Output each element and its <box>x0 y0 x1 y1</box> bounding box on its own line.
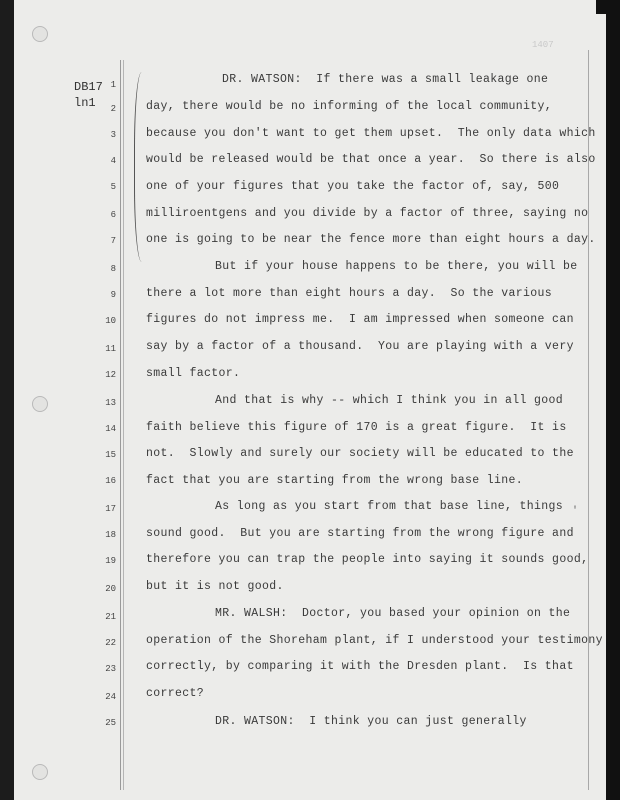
line-number: 9 <box>110 290 116 300</box>
line-number: 8 <box>110 264 116 274</box>
side-code: DB17 <box>74 80 103 94</box>
transcript-line: DR. WATSON: If there was a small leakage one <box>222 73 549 86</box>
line-number: 15 <box>105 450 116 460</box>
transcript-line: would be released would be that once a year. So there is also <box>146 153 596 166</box>
line-number: 21 <box>105 612 116 622</box>
transcript-line: small factor. <box>146 367 241 380</box>
line-number: 1 <box>110 80 116 90</box>
punch-hole-middle <box>32 396 48 412</box>
left-margin-rule-inner <box>123 60 124 790</box>
transcript-line: figures do not impress me. I am impressed when someone can <box>146 313 574 326</box>
transcript-line: faith believe this figure of 170 is a great figure. It is <box>146 421 567 434</box>
scan-corner <box>596 0 620 14</box>
line-number: 5 <box>110 182 116 192</box>
transcript-line: correct? <box>146 687 205 700</box>
transcript-line: MR. WALSH: Doctor, you based your opinion on the <box>215 607 571 620</box>
transcript-line: not. Slowly and surely our society will be educated to the <box>146 447 574 460</box>
transcript-line: DR. WATSON: I think you can just generally <box>215 715 527 728</box>
transcript-line: As long as you start from that base line, things <box>215 500 564 513</box>
line-number: 11 <box>105 344 116 354</box>
line-number: 13 <box>105 398 116 408</box>
transcript-line: day, there would be no informing of the local community, <box>146 100 553 113</box>
line-number: 23 <box>105 664 116 674</box>
line-number: 6 <box>110 210 116 220</box>
line-number: 18 <box>105 530 116 540</box>
punch-hole-bottom <box>32 764 48 780</box>
transcript-line: say by a factor of a thousand. You are playing with a very <box>146 340 574 353</box>
page-number-mark: 1407 <box>532 40 554 50</box>
punch-hole-top <box>32 26 48 42</box>
transcript-line: but it is not good. <box>146 580 284 593</box>
line-number: 24 <box>105 692 116 702</box>
transcript-line: But if your house happens to be there, you will be <box>215 260 578 273</box>
line-number: 4 <box>110 156 116 166</box>
left-margin-rule <box>120 60 121 790</box>
line-number: 12 <box>105 370 116 380</box>
transcript-line: correctly, by comparing it with the Dresden plant. Is that <box>146 660 574 673</box>
line-number: 17 <box>105 504 116 514</box>
line-number: 19 <box>105 556 116 566</box>
line-number: 14 <box>105 424 116 434</box>
transcript-line: because you don't want to get them upset. The only data which <box>146 127 596 140</box>
line-number: 10 <box>105 316 116 326</box>
transcript-line: one is going to be near the fence more than eight hours a day. <box>146 233 596 246</box>
margin-tick-mark: ' <box>572 506 579 517</box>
line-number: 2 <box>110 104 116 114</box>
line-number: 7 <box>110 236 116 246</box>
line-number: 22 <box>105 638 116 648</box>
transcript-line: fact that you are starting from the wrong base line. <box>146 474 524 487</box>
transcript-line: milliroentgens and you divide by a factor of three, saying no <box>146 207 589 220</box>
scan-edge <box>606 0 620 800</box>
transcript-line: one of your figures that you take the factor of, say, 500 <box>146 180 560 193</box>
side-code: ln1 <box>74 96 96 110</box>
transcript-line: And that is why -- which I think you in all good <box>215 394 564 407</box>
line-number: 20 <box>105 584 116 594</box>
line-number: 25 <box>105 718 116 728</box>
transcript-line: operation of the Shoreham plant, if I understood your testimony <box>146 634 603 647</box>
transcript-line: there a lot more than eight hours a day. So the various <box>146 287 553 300</box>
line-number: 16 <box>105 476 116 486</box>
transcript-line: sound good. But you are starting from the wrong figure and <box>146 527 574 540</box>
line-number: 3 <box>110 130 116 140</box>
transcript-line: therefore you can trap the people into saying it sounds good, <box>146 553 589 566</box>
